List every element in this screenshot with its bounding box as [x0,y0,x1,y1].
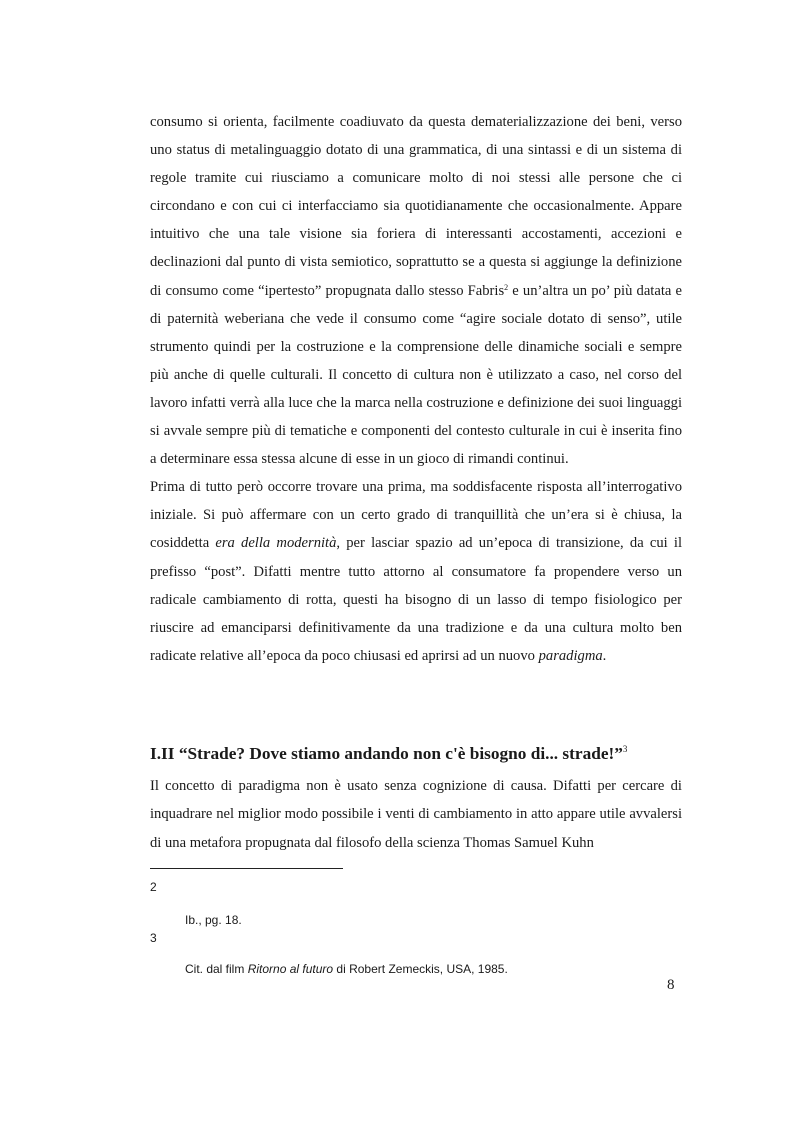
footnote-2-text: Ib., pg. 18. [185,913,242,927]
paragraph-1: consumo si orienta, facilmente coadiuvato da questa dematerializzazione dei beni, verso uno status di metalinguaggio dotato di una grammatica, di una sintassi e di un sistema di regole tramite cui riusciamo a comunicare molto di noi stessi alle persone che ci circondano e con cui ci interfacciamo sia quotidianamente che occasionalmente. Appare intuitivo che una tale visione sia foriera di interessanti accostamenti, accezioni e declinazioni dal punto di vista semiotico, soprattutto se a questa si aggiunge la definizione di consumo come “ipertesto” propugnata dallo stesso Fabris$^2$ e un’altra un po’ più datata e di paternità weberiana che vede il consumo come “agire sociale dotato di senso”, utile strumento quindi per la costruzione e la comprensione delle dinamiche sociali e sempre più anche di quelle culturali. Il concetto di cultura non è utilizzato a caso, nel corso del lavoro infatti verrà alla luce che la marca nella costruzione e definizione dei suoi linguaggi si avvale sempre più di tematiche e componenti del contesto culturale in cui è inserita fino a determinare essa stessa alcune di esse in un gioco di rimandi continui. [150,114,682,468]
section-heading: I.II “Strade? Dove stiamo andando non c'è bisogno di... strade!”$^3$ [150,744,628,763]
footnote-ref-2[interactable]: 2 [504,282,509,292]
paragraph-2: Prima di tutto però occorre trovare una prima, ma soddisfacente risposta all’interrogativo iniziale. Si può affermare con un certo grado di tranquillità che un’era si è chiusa, la cosiddetta era della modernità, per lasciar spazio ad un’epoca di transizione, da cui il prefisso “post”. Difatti mentre tutto attorno al consumatore fa propendere verso un radicale cambiamento di rotta, questi ha bisogno di un lasso di tempo fisiologico per riuscire ad emanciparsi definitivamente da una tradizione e da una cultura molto ben radicate relative all’epoca da poco chiusasi ed aprirsi ad un nuovo paradigma. [150,479,682,664]
paragraph-3: Il concetto di paradigma non è usato senza cognizione di causa. Difatti per cercare di inquadrare nel miglior modo possibile i venti di cambiamento in atto appare utile avvalersi di una metafora propugnata dal filosofo della scienza Thomas Samuel Kuhn [150,778,682,851]
footnote-separator [150,868,343,869]
footnote-3-number: 3 [150,931,157,945]
footnote-2-number: 2 [150,880,157,894]
footnote-ref-3[interactable]: 3 [622,744,628,754]
section-text-block [150,772,682,857]
footnote-3-text: Cit. dal film Ritorno al futuro di Robert Zemeckis, USA, 1985. [185,962,508,976]
page-number: 8 [667,977,675,993]
main-text-block [150,108,682,670]
